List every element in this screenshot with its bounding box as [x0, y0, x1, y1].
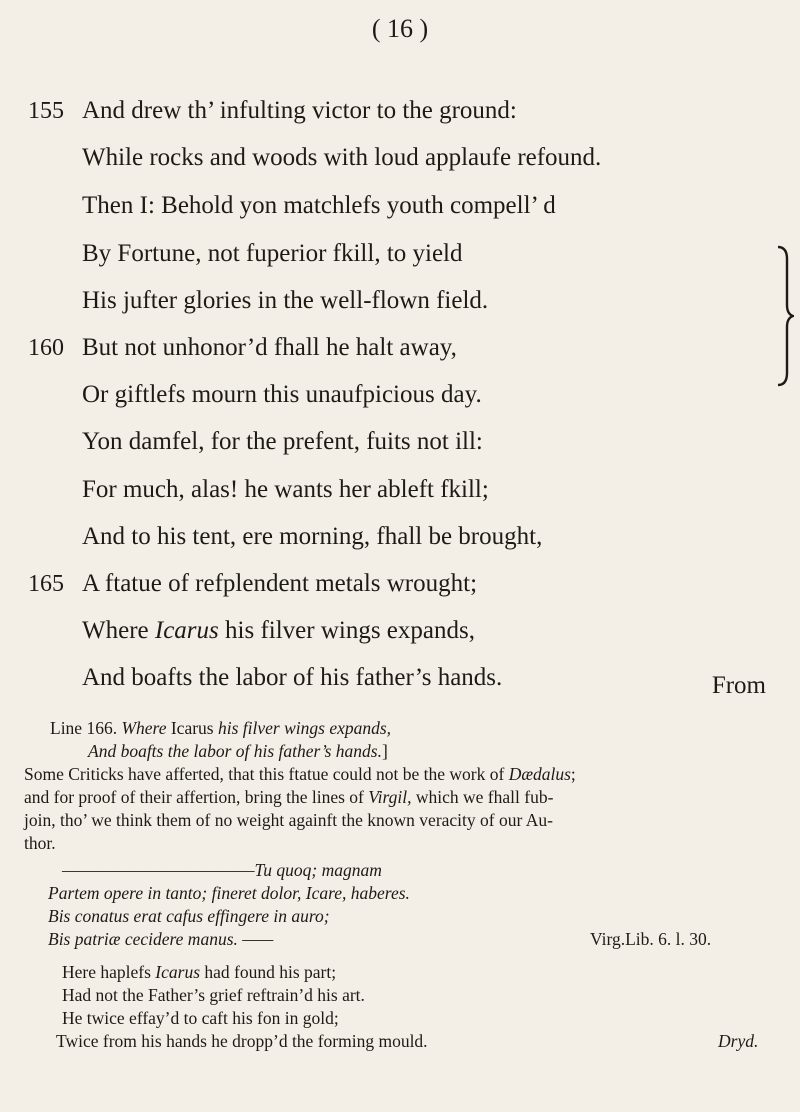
verse-line: While rocks and woods with loud applaufe refound.	[82, 144, 602, 171]
verse-line: Yon damfel, for the prefent, fuits not ill:	[82, 428, 483, 455]
verse-line: But not unhonor’d fhall he halt away,	[82, 334, 457, 361]
latin-quote-line: ———————————Tu quoq; magnam	[62, 860, 382, 880]
latin-citation: Virg.Lib. 6. l. 30.	[590, 929, 712, 949]
verse-line: And to his tent, ere morning, fhall be brought,	[82, 523, 543, 550]
note-text: Some Criticks have afferted, that this ftatue could not be the work of Dædalus;	[24, 764, 576, 784]
verse-line: And drew th’ infulting victor to the ground:	[82, 97, 517, 124]
line-number: 165	[28, 571, 64, 597]
verse-line: Where Icarus his filver wings expands,	[82, 617, 475, 644]
verse-line: Or giftlefs mourn this unaufpicious day.	[82, 381, 482, 408]
verse-line: His jufter glories in the well-flown field.	[82, 287, 489, 314]
verse-line: Then I: Behold yon matchlefs youth compell’ d	[82, 192, 556, 219]
verse-line: For much, alas! he wants her ableft fkill;	[82, 476, 489, 503]
note-heading-line2: And boafts the labor of his father’s hands.]	[88, 741, 388, 761]
page-number: ( 16 )	[371, 14, 429, 43]
line-number: 155	[28, 98, 64, 124]
verse-line: A ftatue of refplendent metals wrought;	[82, 570, 478, 597]
translation-line: Had not the Father’s grief reftrain’d his art.	[62, 985, 365, 1005]
latin-quote-line: Bis patriæ cecidere manus. ——	[48, 929, 274, 949]
catchword: From	[711, 672, 766, 699]
translation-line: Twice from his hands he dropp’d the forming mould.	[56, 1031, 428, 1051]
line-number: 160	[28, 335, 64, 361]
translation-line: Here haplefs Icarus had found his part;	[62, 962, 337, 982]
translation-line: He twice effay’d to caft his fon in gold;	[62, 1008, 339, 1028]
translation-citation: Dryd.	[718, 1031, 759, 1051]
latin-quote-line: Bis conatus erat cafus effingere in auro;	[48, 906, 330, 926]
triplet-brace	[776, 243, 794, 389]
note-heading: Line 166. Where Icarus his filver wings expands,	[50, 718, 392, 738]
note-text: join, tho’ we think them of no weight againft the known veracity of our Au-	[24, 810, 553, 830]
latin-quote-line: Partem opere in tanto; fineret dolor, Icare, haberes.	[48, 883, 410, 903]
verse-line: And boafts the labor of his father’s hands.	[82, 664, 503, 691]
verse-line: By Fortune, not fuperior fkill, to yield	[82, 240, 463, 267]
note-text: thor.	[24, 833, 56, 853]
note-text: and for proof of their affertion, bring the lines of Virgil, which we fhall fub-	[24, 787, 554, 807]
